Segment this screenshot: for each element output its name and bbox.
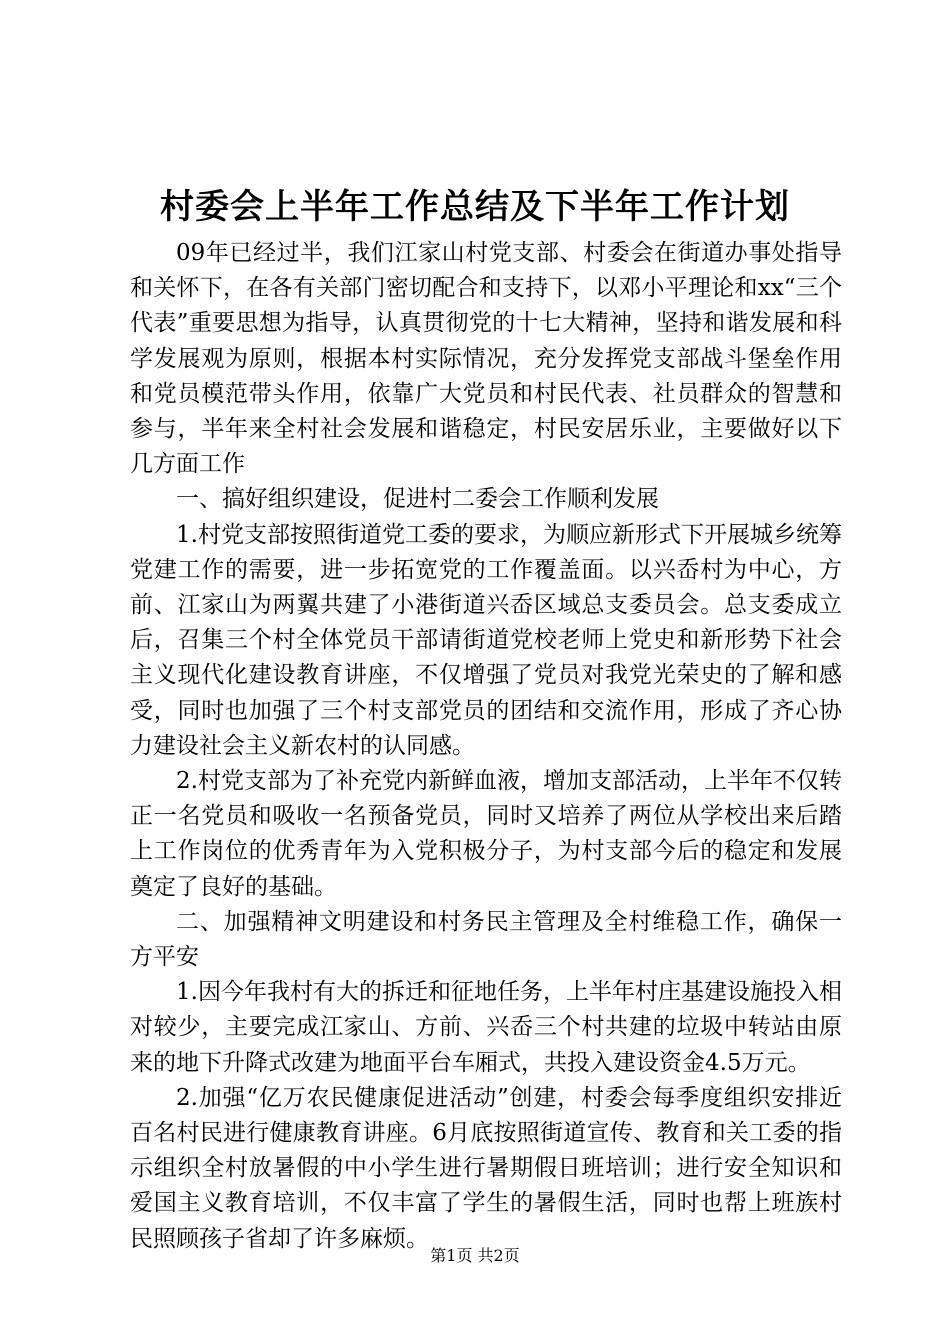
paragraph-1-1: 1.村党支部按照街道党工委的要求，为顺应新形式下开展城乡统筹党建工作的需要，进一步拓宽党的工作覆盖面。以兴岙村为中心，方前、江家山为两翼共建了小港街道兴岙区域总支委员会。总支委成立后，召集三个村全体党员干部请街道党校老师上党史和新形势下社会主义现代化建设教育讲座，不仅增强了党员对我党光荣史的了解和感受，同时也加强了三个村支部党员的团结和交流作用，形成了齐心协力建设社会主义新农村的认同感。	[130, 521, 842, 759]
page-footer: 第1页 共2页	[430, 1246, 520, 1265]
paragraph-intro: 09年已经过半，我们江家山村党支部、村委会在街道办事处指导和关怀下，在各有关部门密切配合和支持下，以邓小平理论和xx“三个代表”重要思想为指导，认真贯彻党的十七大精神，坚持和谐发展和科学发展观为原则，根据本村实际情况，充分发挥党支部战斗堡垒作用和党员模范带头作用，依靠广大党员和村民代表、社员群众的智慧和参与，半年来全村社会发展和谐稳定，村民安居乐业，主要做好以下几方面工作	[130, 240, 842, 478]
paragraph-1-2: 2.村党支部为了补充党内新鲜血液，增加支部活动，上半年不仅转正一名党员和吸收一名预备党员，同时又培养了两位从学校出来后踏上工作岗位的优秀青年为入党积极分子，为村支部今后的稳定和发展奠定了良好的基础。	[130, 768, 842, 900]
document-body	[130, 236, 842, 1257]
section-heading-2: 二、加强精神文明建设和村务民主管理及全村维稳工作，确保一方平安	[130, 908, 842, 971]
document-title: 村委会上半年工作总结及下半年工作计划	[160, 187, 790, 227]
section-heading-1: 一、搞好组织建设，促进村二委会工作顺利发展	[176, 486, 659, 513]
paragraph-2-2: 2.加强“亿万农民健康促进活动”创建，村委会每季度组织安排近百名村民进行健康教育讲座。6月底按照街道宣传、教育和关工委的指示组织全村放暑假的中小学生进行暑期假日班培训；进行安全知识和爱国主义教育培训，不仅丰富了学生的暑假生活，同时也帮上班族村民照顾孩子省却了许多麻烦。	[130, 1084, 842, 1252]
paragraph-2-1: 1.因今年我村有大的拆迁和征地任务，上半年村庄基建设施投入相对较少，主要完成江家山、方前、兴岙三个村共建的垃圾中转站由原来的地下升降式改建为地面平台车厢式，共投入建设资金4.5万元。	[130, 979, 842, 1076]
